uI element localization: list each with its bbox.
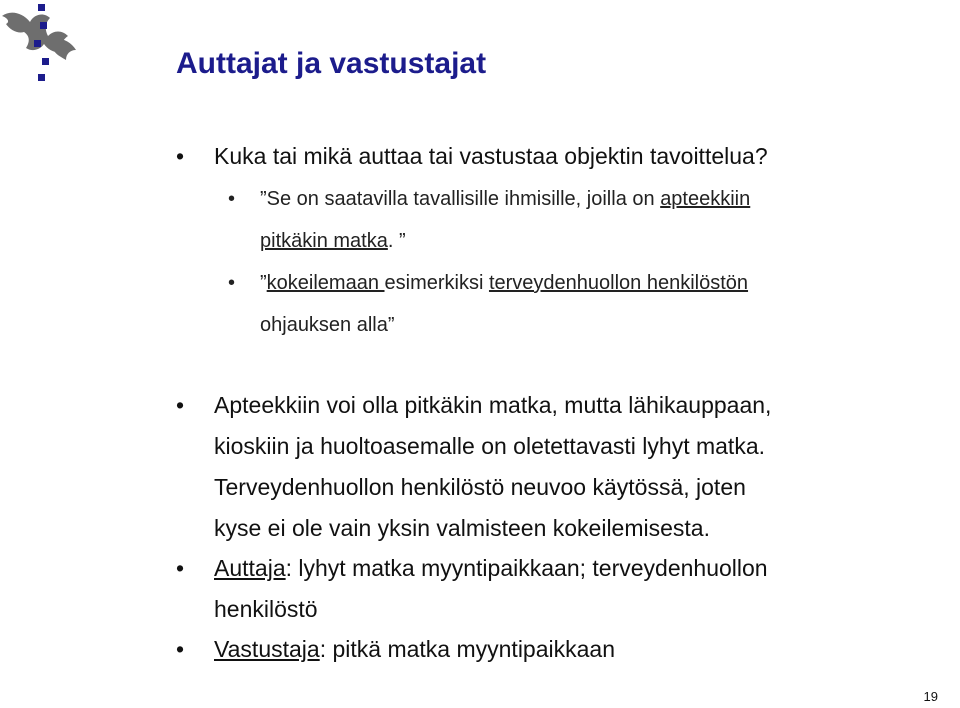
logo-square — [34, 40, 41, 47]
bullet-item — [176, 548, 768, 630]
quote-text: ” — [260, 272, 267, 294]
quote-text: esimerkiksi — [384, 272, 489, 294]
bullet-text-line: kioskiin ja huoltoasemalle on oletettavasti lyhyt matka. — [214, 433, 766, 459]
logo-flame-shape — [50, 38, 76, 60]
bullet-marker: • — [176, 392, 185, 418]
logo-square — [38, 74, 45, 81]
sub-bullet-marker: • — [228, 272, 236, 294]
underlined-phrase: kokeilemaan — [266, 272, 385, 294]
bullet-marker: • — [176, 555, 185, 581]
bullet-text: : pitkä matka myyntipaikkaan — [319, 636, 615, 662]
bullet-text-line: kyse ei ole vain yksin valmisteen kokeilemisesta. — [214, 515, 710, 541]
quote-text: ohjauksen alla” — [260, 314, 395, 336]
slide-title: Auttajat ja vastustajat — [176, 47, 487, 80]
page-number: 19 — [923, 689, 938, 704]
bullet-text-line: Apteekkiin voi olla pitkäkin matka, mutta lähikauppaan, — [214, 392, 772, 418]
bullet-text: : lyhyt matka myyntipaikkaan; terveydenhuollon — [285, 555, 768, 581]
logo-square — [38, 4, 45, 11]
bullet-item — [176, 385, 771, 549]
underlined-phrase: terveydenhuollon henkilöstön — [488, 272, 749, 294]
university-logo — [0, 0, 90, 86]
sub-bullet-item — [228, 178, 750, 262]
bullet-text: Kuka tai mikä auttaa tai vastustaa objektin tavoittelua? — [214, 143, 768, 169]
underlined-phrase: apteekkiin — [660, 188, 751, 210]
quote-text: . ” — [387, 230, 406, 252]
quote-text: ”Se on saatavilla tavallisille ihmisille, joilla on — [260, 188, 661, 210]
logo-square — [40, 22, 47, 29]
logo-square — [42, 58, 49, 65]
bullet-item — [176, 140, 768, 172]
bullet-text-line: Terveydenhuollon henkilöstö neuvoo käytössä, joten — [214, 474, 746, 500]
term-auttaja: Auttaja — [214, 555, 286, 581]
bullet-text-line: henkilöstö — [214, 596, 318, 622]
bullet-marker: • — [176, 636, 185, 662]
sub-bullet-item — [228, 262, 748, 346]
underlined-phrase: pitkäkin matka — [260, 230, 388, 252]
term-vastustaja: Vastustaja — [214, 636, 320, 662]
bullet-item — [176, 630, 615, 668]
sub-bullet-marker: • — [228, 188, 236, 210]
bullet-marker: • — [176, 143, 185, 169]
